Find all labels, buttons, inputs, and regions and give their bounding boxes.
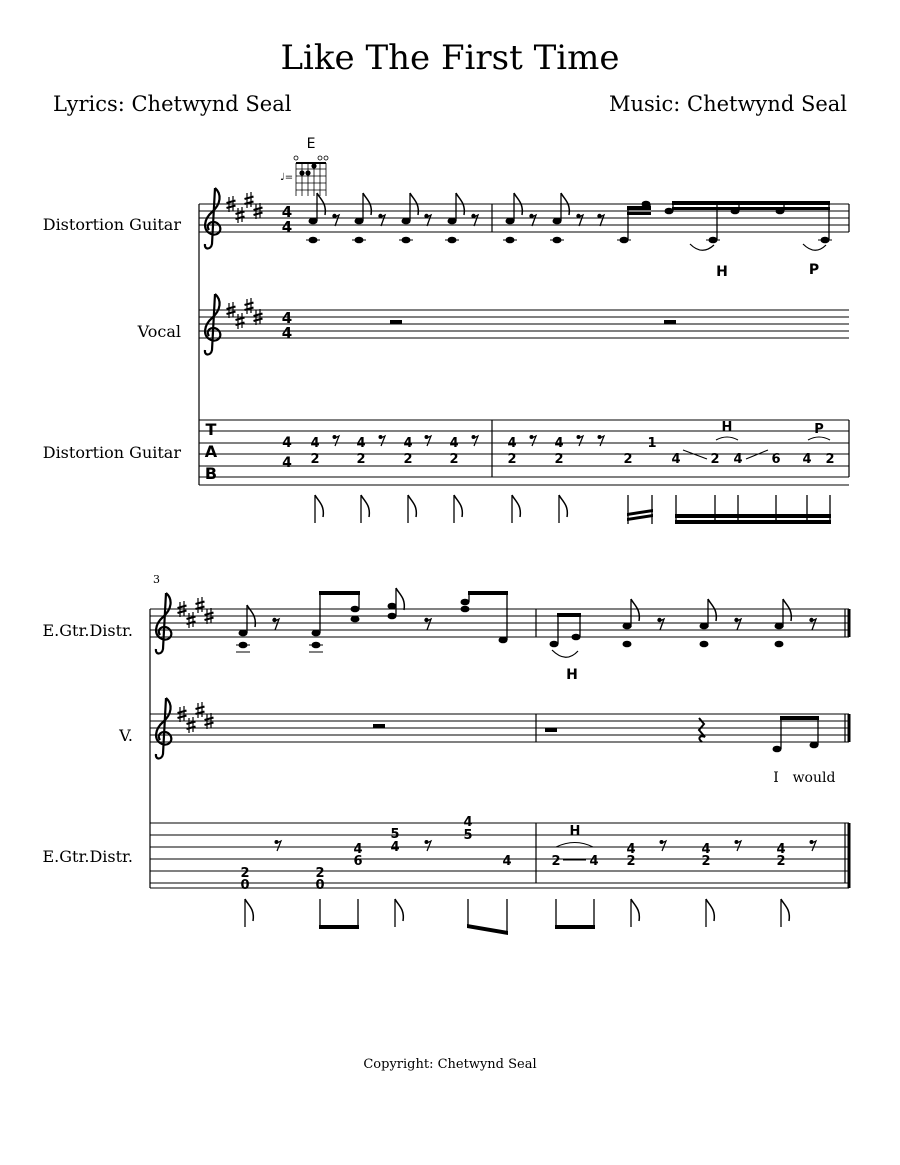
svg-text:4: 4 — [282, 455, 292, 471]
tempo-mark: ♩= — [280, 172, 294, 183]
svg-text:4: 4 — [403, 436, 413, 451]
svg-text:2: 2 — [315, 866, 325, 881]
svg-text:4: 4 — [776, 842, 786, 857]
hammer-on-mark: H — [716, 264, 728, 280]
instrument-name-guitar-2: E.Gtr.Distr. — [42, 621, 133, 640]
svg-text:2: 2 — [825, 452, 835, 467]
staff-tab-2 — [150, 815, 849, 893]
svg-text:2: 2 — [310, 452, 320, 467]
chord-name: E — [306, 136, 316, 152]
measure-3-guitar — [236, 588, 508, 652]
svg-text:4: 4 — [449, 436, 459, 451]
measure-4-guitar — [550, 599, 817, 683]
svg-text:5: 5 — [463, 828, 473, 843]
svg-text:2: 2 — [551, 854, 561, 869]
svg-text:4: 4 — [626, 842, 636, 857]
svg-text:4: 4 — [701, 842, 711, 857]
svg-text:2: 2 — [776, 854, 786, 869]
svg-text:2: 2 — [356, 452, 366, 467]
instrument-name-vocal-1: Vocal — [137, 322, 181, 341]
svg-text:2: 2 — [710, 452, 720, 467]
staff-vocal-1 — [199, 294, 849, 355]
svg-text:0: 0 — [315, 878, 325, 893]
svg-text:2: 2 — [626, 854, 636, 869]
svg-text:4: 4 — [554, 436, 564, 451]
svg-text:P: P — [814, 422, 824, 437]
svg-text:5: 5 — [390, 827, 400, 842]
svg-text:4: 4 — [282, 435, 292, 451]
svg-text:4: 4 — [281, 309, 293, 327]
whole-rest — [664, 320, 676, 324]
staff-vocal-2 — [150, 698, 849, 786]
svg-text:4: 4 — [802, 452, 812, 467]
svg-text:4: 4 — [589, 854, 599, 869]
tab-rhythm-2 — [245, 899, 789, 935]
lyricist-credit: Lyrics: Chetwynd Seal — [53, 92, 292, 116]
chord-diagram-e — [280, 136, 328, 196]
svg-text:1: 1 — [647, 436, 657, 451]
staff-tab-1 — [199, 420, 849, 483]
svg-text:4: 4 — [463, 815, 473, 830]
svg-text:4: 4 — [353, 842, 363, 857]
svg-text:2: 2 — [623, 452, 633, 467]
tab-rhythm-1 — [315, 495, 831, 524]
lyric-syllable: I — [773, 770, 779, 786]
svg-text:A: A — [204, 442, 218, 461]
measure-2-guitar — [503, 193, 832, 280]
composer-credit: Music: Chetwynd Seal — [608, 92, 847, 116]
svg-text:2: 2 — [701, 854, 711, 869]
svg-text:T: T — [205, 420, 217, 439]
svg-text:4: 4 — [281, 203, 293, 221]
score-title: Like The First Time — [280, 38, 620, 78]
whole-rest — [390, 320, 402, 324]
svg-text:2: 2 — [449, 452, 459, 467]
svg-text:2: 2 — [507, 452, 517, 467]
svg-text:4: 4 — [281, 218, 293, 236]
quarter-rest — [699, 718, 705, 742]
svg-text:4: 4 — [502, 854, 512, 869]
svg-text:4: 4 — [671, 452, 681, 467]
hammer-on-mark: H — [566, 667, 578, 683]
svg-text:B: B — [204, 464, 218, 483]
copyright-notice: Copyright: Chetwynd Seal — [363, 1057, 537, 1072]
svg-text:4: 4 — [310, 436, 320, 451]
lyric-syllable: would — [792, 770, 836, 786]
svg-text:4: 4 — [356, 436, 366, 451]
instrument-name-tab-1: Distortion Guitar — [42, 443, 181, 462]
measure-number: 3 — [153, 573, 160, 586]
instrument-name-guitar-1: Distortion Guitar — [42, 215, 181, 234]
instrument-name-vocal-2: V. — [119, 726, 133, 745]
svg-text:6: 6 — [353, 854, 363, 869]
svg-text:2: 2 — [554, 452, 564, 467]
staff-guitar-1 — [199, 188, 849, 249]
svg-text:6: 6 — [771, 452, 781, 467]
svg-text:H: H — [569, 824, 581, 839]
svg-text:H: H — [721, 420, 733, 435]
svg-text:4: 4 — [281, 324, 293, 342]
svg-text:4: 4 — [390, 840, 400, 855]
svg-text:4: 4 — [733, 452, 743, 467]
svg-text:4: 4 — [507, 436, 517, 451]
svg-text:2: 2 — [240, 866, 250, 881]
svg-text:0: 0 — [240, 878, 250, 893]
instrument-name-tab-2: E.Gtr.Distr. — [42, 847, 133, 866]
pull-off-mark: P — [808, 262, 820, 278]
svg-text:2: 2 — [403, 452, 413, 467]
